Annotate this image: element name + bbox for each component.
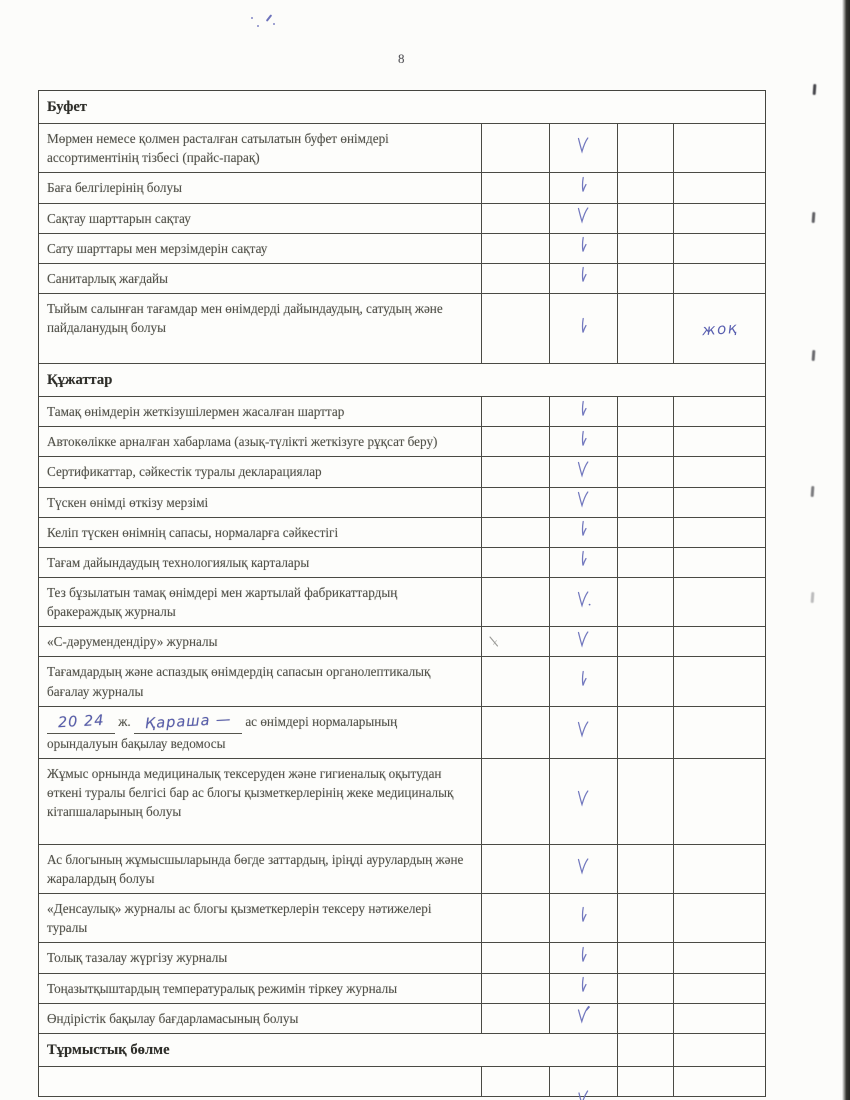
mark-cell xyxy=(481,488,549,517)
mark-cell xyxy=(481,845,549,893)
row-label-cell xyxy=(39,488,481,517)
row-label-text: Санитарлық жағдайы xyxy=(47,270,168,286)
row-label-text: Сертификаттар, сәйкестік туралы декларациялар xyxy=(47,464,322,480)
mark-cell xyxy=(481,894,549,942)
empty-cell xyxy=(617,845,673,893)
page-number: 8 xyxy=(398,51,405,66)
table-row xyxy=(39,204,765,234)
empty-cell xyxy=(617,974,673,1003)
empty-cell xyxy=(617,548,673,577)
mark-cell xyxy=(481,124,549,172)
mark-cell xyxy=(481,204,549,233)
row-label-text: Мөрмен немесе қолмен расталған сатылатын буфет өнімдері ассортиментінің тізбесі (прайс-парақ) xyxy=(47,131,389,166)
table-row xyxy=(39,894,765,943)
empty-cell xyxy=(617,943,673,972)
note-cell xyxy=(673,974,765,1003)
check-cell xyxy=(549,1004,618,1033)
row-label-text: Жұмыс орнында медициналық тексеруден және гигиеналық оқытудан өткені туралы белгісі бар ас блогы қызметкерлерінің жеке медициналық кітапшаларының болуы xyxy=(47,765,454,820)
row-label-cell xyxy=(39,1067,481,1096)
empty-cell xyxy=(617,457,673,486)
row-label-text: «С-дәрумендендіру» журналы xyxy=(47,634,218,650)
check-cell xyxy=(549,759,618,844)
mark-cell xyxy=(481,548,549,577)
handwritten-month: Қараша — xyxy=(134,712,242,734)
row-label-text: Тағам дайындаудың технологиялық карталары xyxy=(47,554,310,570)
row-label-cell xyxy=(39,427,481,456)
row-label-cell xyxy=(39,1004,481,1033)
row-label-cell xyxy=(39,234,481,263)
note-cell xyxy=(673,657,765,705)
checklist-table xyxy=(38,90,766,1097)
empty-cell xyxy=(617,578,673,626)
mark-cell xyxy=(481,173,549,202)
check-cell xyxy=(549,845,618,893)
empty-cell xyxy=(617,204,673,233)
check-cell xyxy=(549,578,618,626)
empty-cell xyxy=(617,627,673,656)
mark-cell xyxy=(481,657,549,705)
row-label-text: Өндірістік бақылау бағдарламасының болуы xyxy=(47,1010,299,1026)
table-row xyxy=(39,457,765,487)
table-row xyxy=(39,234,765,264)
section-header-cell xyxy=(39,364,765,396)
note-cell xyxy=(673,457,765,486)
empty-cell xyxy=(617,759,673,844)
row-label-cell xyxy=(39,264,481,293)
note-cell xyxy=(673,427,765,456)
mark-cell xyxy=(481,627,549,656)
ink-speck xyxy=(251,17,253,19)
check-cell xyxy=(549,264,618,293)
handwritten-checkmark xyxy=(575,175,593,201)
mark-cell xyxy=(481,518,549,547)
row-label-cell xyxy=(39,173,481,202)
row-label-cell xyxy=(39,707,481,758)
section-header-text: Тұрмыстық бөлме xyxy=(47,1041,170,1058)
check-cell xyxy=(549,397,618,426)
note-cell xyxy=(673,173,765,202)
check-cell xyxy=(549,1067,618,1096)
row-label-cell xyxy=(39,204,481,233)
empty-cell xyxy=(617,1067,673,1096)
row-label-text: Түскен өнімді өткізу мерзімі xyxy=(47,494,209,510)
check-cell xyxy=(549,548,618,577)
row-label-cell xyxy=(39,943,481,972)
section-header-row xyxy=(39,364,765,397)
note-cell xyxy=(673,1004,765,1033)
section-header-cell xyxy=(39,1034,617,1066)
binding-mark xyxy=(811,486,815,497)
note-cell xyxy=(673,578,765,626)
table-row xyxy=(39,1004,765,1034)
row-label-text: Келіп түскен өнімнің сапасы, нормаларға сәйкестігі xyxy=(47,524,339,540)
scan-edge-shadow xyxy=(842,0,850,1100)
note-cell xyxy=(673,397,765,426)
empty-cell xyxy=(617,427,673,456)
table-row xyxy=(39,578,765,627)
row-label-cell xyxy=(39,548,481,577)
empty-cell xyxy=(617,397,673,426)
row-label-text: «Денсаулық» журналы ас блогы қызметкерлерін тексеру нәтижелері туралы xyxy=(47,901,432,936)
row-label-cell xyxy=(39,578,481,626)
table-row xyxy=(39,397,765,427)
note-cell xyxy=(673,548,765,577)
check-cell xyxy=(549,518,618,547)
empty-cell xyxy=(617,294,673,363)
check-cell xyxy=(549,707,618,758)
note-cell xyxy=(673,518,765,547)
handwritten-checkmark xyxy=(575,519,593,545)
note-cell xyxy=(673,759,765,844)
row-label-cell xyxy=(39,124,481,172)
binding-mark xyxy=(811,592,815,603)
check-cell xyxy=(549,488,618,517)
check-cell xyxy=(549,234,618,263)
ink-speck xyxy=(273,23,275,25)
check-cell xyxy=(549,974,618,1003)
table-row xyxy=(39,264,765,294)
handwritten-checkmark xyxy=(575,589,593,615)
row-label-text: Баға белгілерінің болуы xyxy=(47,180,182,196)
row-label-cell xyxy=(39,759,481,844)
mark-cell xyxy=(481,578,549,626)
handwritten-checkmark xyxy=(575,719,593,745)
empty-cell xyxy=(617,1004,673,1033)
mark-cell xyxy=(481,974,549,1003)
row-label-text: Тез бұзылатын тамақ өнімдері мен жартылай фабрикаттардың бракераждық журналы xyxy=(47,585,398,620)
note-cell xyxy=(673,707,765,758)
check-cell xyxy=(549,173,618,202)
empty-cell xyxy=(617,1034,673,1066)
binding-mark xyxy=(812,350,816,361)
handwritten-checkmark xyxy=(575,205,593,231)
handwritten-checkmark xyxy=(575,669,593,695)
handwritten-checkmark xyxy=(575,856,593,882)
handwritten-checkmark xyxy=(575,489,593,515)
note-cell xyxy=(673,294,765,363)
row-label-text: Тыйым салынған тағамдар мен өнімдерді дайындаудың, сатудың және пайдаланудың болуы xyxy=(47,301,443,336)
handwritten-checkmark xyxy=(575,459,593,485)
note-cell xyxy=(673,894,765,942)
mark-cell xyxy=(481,427,549,456)
table-row xyxy=(39,294,765,364)
row-label-cell xyxy=(39,974,481,1003)
check-cell xyxy=(549,294,618,363)
handwritten-checkmark xyxy=(575,235,593,261)
handwritten-checkmark xyxy=(575,975,593,1001)
handwritten-checkmark xyxy=(575,429,593,455)
printed-text: ж. xyxy=(115,713,135,729)
table-row xyxy=(39,173,765,203)
handwritten-checkmark xyxy=(575,316,593,342)
note-cell xyxy=(673,204,765,233)
empty-cell xyxy=(617,894,673,942)
stray-pencil-x-mark xyxy=(488,635,500,653)
mark-cell xyxy=(481,759,549,844)
empty-cell xyxy=(673,1034,765,1066)
note-cell xyxy=(673,943,765,972)
handwritten-checkmark xyxy=(575,549,593,575)
table-row xyxy=(39,518,765,548)
empty-cell xyxy=(617,264,673,293)
note-cell xyxy=(673,1067,765,1096)
row-label-text: Толық тазалау жүргізу журналы xyxy=(47,950,228,966)
row-label-cell xyxy=(39,518,481,547)
table-row xyxy=(39,488,765,518)
note-cell xyxy=(673,845,765,893)
empty-cell xyxy=(617,657,673,705)
row-label-text: Сату шарттары мен мерзімдерін сақтау xyxy=(47,240,268,256)
table-row xyxy=(39,974,765,1004)
ink-speck xyxy=(257,25,259,27)
row-label-cell xyxy=(39,627,481,656)
mark-cell xyxy=(481,1004,549,1033)
table-row xyxy=(39,707,765,759)
check-cell xyxy=(549,124,618,172)
check-cell xyxy=(549,427,618,456)
handwritten-checkmark xyxy=(575,945,593,971)
check-cell xyxy=(549,894,618,942)
check-cell xyxy=(549,943,618,972)
ink-speck xyxy=(266,14,273,22)
section-header-cell xyxy=(39,91,765,123)
handwritten-checkmark xyxy=(575,265,593,291)
note-cell xyxy=(673,488,765,517)
section-header-text: Құжаттар xyxy=(47,372,113,388)
binding-mark xyxy=(813,84,817,95)
binding-mark xyxy=(812,212,816,223)
table-row xyxy=(39,943,765,973)
table-row xyxy=(39,845,765,894)
handwritten-checkmark xyxy=(575,629,593,655)
table-row xyxy=(39,657,765,706)
row-label-cell xyxy=(39,845,481,893)
handwritten-year: 20 24 xyxy=(47,712,115,734)
row-label-text: Автокөлікке арналған хабарлама (азық-түлікті жеткізуге рұқсат беру) xyxy=(47,434,438,450)
mark-cell xyxy=(481,397,549,426)
handwritten-checkmark xyxy=(575,1005,593,1031)
mark-cell xyxy=(481,1067,549,1096)
row-label-text: Сақтау шарттарын сақтау xyxy=(47,210,191,226)
section-header-row xyxy=(39,91,765,124)
mark-cell xyxy=(481,707,549,758)
mark-cell xyxy=(481,234,549,263)
table-row xyxy=(39,627,765,657)
handwritten-checkmark xyxy=(575,905,593,931)
empty-cell xyxy=(617,234,673,263)
row-label-text: Тоңазытқыштардың температуралық режимін тіркеу журналы xyxy=(47,980,398,996)
note-cell xyxy=(673,124,765,172)
table-row xyxy=(39,427,765,457)
check-cell xyxy=(549,204,618,233)
empty-cell xyxy=(617,124,673,172)
empty-cell xyxy=(617,707,673,758)
row-label-cell xyxy=(39,894,481,942)
row-label-cell xyxy=(39,294,481,363)
row-label-text: Тамақ өнімдерін жеткізушілермен жасалған шарттар xyxy=(47,404,345,420)
row-label-text: Ас блогының жұмысшыларында бөгде заттардың, іріңді аурулардың және жаралардың болуы xyxy=(47,851,464,886)
check-cell xyxy=(549,627,618,656)
mark-cell xyxy=(481,457,549,486)
handwritten-checkmark xyxy=(575,135,593,161)
note-cell xyxy=(673,264,765,293)
handwritten-checkmark xyxy=(575,788,593,814)
empty-cell xyxy=(617,488,673,517)
mark-cell xyxy=(481,264,549,293)
row-label-cell xyxy=(39,397,481,426)
check-cell xyxy=(549,457,618,486)
table-row xyxy=(39,124,765,173)
table-row xyxy=(39,759,765,845)
row-label-text: Тағамдардың және аспаздық өнімдердің сапасын органолептикалық бағалау журналы xyxy=(47,664,431,699)
row-label-cell xyxy=(39,457,481,486)
empty-cell xyxy=(617,518,673,547)
table-row xyxy=(39,548,765,578)
printed-text: ас өнімдері нормаларының орындалуын бақылау ведомосы xyxy=(47,713,398,751)
row-label-text xyxy=(47,711,398,751)
handwritten-note: жоқ xyxy=(700,318,739,339)
mark-cell xyxy=(481,943,549,972)
empty-cell xyxy=(617,173,673,202)
handwritten-checkmark xyxy=(575,399,593,425)
table-row xyxy=(39,1067,765,1097)
handwritten-checkmark xyxy=(575,1081,593,1100)
mark-cell xyxy=(481,294,549,363)
note-cell xyxy=(673,627,765,656)
check-cell xyxy=(549,657,618,705)
section-header-text: Буфет xyxy=(47,99,87,115)
section-header-row xyxy=(39,1034,765,1067)
row-label-cell xyxy=(39,657,481,705)
note-cell xyxy=(673,234,765,263)
